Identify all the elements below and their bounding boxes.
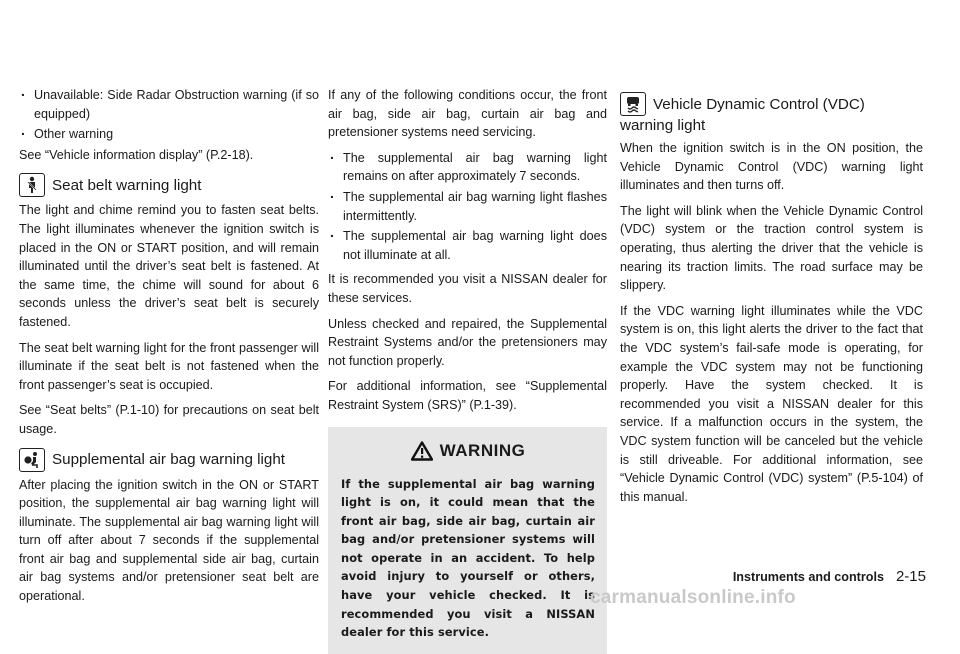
list-item: . The supplemental air bag warning light flashes intermittently. — [328, 188, 607, 225]
paragraph: The seat belt warning light for the front passenger will illuminate if the seat belt is not fastened when the front passenger’s seat is occupied. — [19, 340, 319, 392]
warning-text: If the supplemental air bag warning light is on, it could mean that the front air bag, side air bag, curtain air bag and/or pretensioner systems will not operate in an accident. To help avoid injury to yourself or others, have your vehicle checked. It is recommended you visit a NISSAN dealer for this service. — [341, 476, 595, 640]
paragraph: For additional information, see “Supplemental Restraint System (SRS)” (P.1-39). — [328, 379, 607, 412]
vdc-heading — [620, 92, 923, 135]
paragraph: When the ignition switch is in the ON position, the Vehicle Dynamic Control (VDC) warning light illuminates and then turns off. — [620, 141, 923, 193]
paragraph: If any of the following conditions occur, the front air bag, side air bag, curtain air bag and pretensioner systems need servicing. — [328, 88, 607, 140]
paragraph: Unless checked and repaired, the Supplemental Restraint Systems and/or the pretensioners may not function properly. — [328, 316, 607, 368]
page-footer — [700, 568, 926, 587]
list-item: . Other warning — [19, 125, 319, 144]
section-title: Supplemental air bag warning light — [52, 451, 286, 468]
section-title: Vehicle Dynamic Control (VDC) — [653, 95, 865, 113]
vdc-icon — [620, 92, 646, 116]
watermark: carmanualsonline.info — [590, 587, 796, 608]
cross-reference: See “Vehicle information display” (P.2-18). — [19, 147, 254, 162]
section-title-line2: warning light — [620, 117, 706, 134]
right-column — [620, 86, 923, 513]
paragraph: The light and chime remind you to fasten seat belts. The light illuminates whenever the ignition switch is placed in the ON or START position, and will remain illuminated until the driver’s seat belt is fastened. At the same time, the chime will sound for about 6 seconds unless the driver’s seat belt is securely fastened. — [19, 203, 319, 329]
list-item: . The supplemental air bag warning light remains on after approximately 7 seconds. — [328, 149, 607, 186]
middle-column — [328, 86, 607, 654]
paragraph: The light will blink when the Vehicle Dynamic Control (VDC) system or the traction control system is operating, thus alerting the driver that the vehicle is nearing its traction limits. The road surface may be slippery. — [620, 203, 923, 293]
warning-triangle-icon — [411, 441, 433, 461]
page-number: 2-15 — [895, 568, 926, 585]
paragraph: It is recommended you visit a NISSAN dealer for these services. — [328, 272, 607, 305]
warning-box — [328, 427, 607, 654]
list-item: . The supplemental air bag warning light does not illuminate at all. — [328, 227, 607, 264]
airbag-heading — [19, 448, 319, 472]
warning-label: WARNING — [439, 440, 526, 460]
seat-belt-heading — [19, 173, 319, 197]
section-name: Instruments and controls — [732, 570, 884, 584]
list-item: . Unavailable: Side Radar Obstruction warning (if so equipped) — [19, 86, 319, 123]
paragraph: See “Seat belts” (P.1-10) for precautions on seat belt usage. — [19, 403, 319, 436]
paragraph: If the VDC warning light illuminates while the VDC system is on, this light alerts the driver to the fact that the VDC system’s fail-safe mode is operating, for example the VDC system may not be functioning properly. Have the system checked. It is recommended you visit a NISSAN dealer for this service. If a malfunction occurs in the system, the VDC system function will be canceled but the vehicle is still driveable. For additional information, see “Vehicle Dynamic Control (VDC) system” (P.5-104) of this manual. — [620, 303, 923, 504]
left-column — [19, 86, 319, 613]
warning-title — [341, 441, 595, 461]
section-title: Seat belt warning light — [52, 176, 202, 194]
seat-belt-icon — [19, 173, 45, 197]
airbag-icon — [19, 448, 45, 472]
paragraph: After placing the ignition switch in the ON or START position, the supplemental air bag warning light will illuminate. The supplemental air bag warning light will turn off after about 7 seconds if the supplemental front air bag and supplemental side air bag, curtain air bag systems and/or pretensioner seat belt are operational. — [19, 477, 319, 604]
